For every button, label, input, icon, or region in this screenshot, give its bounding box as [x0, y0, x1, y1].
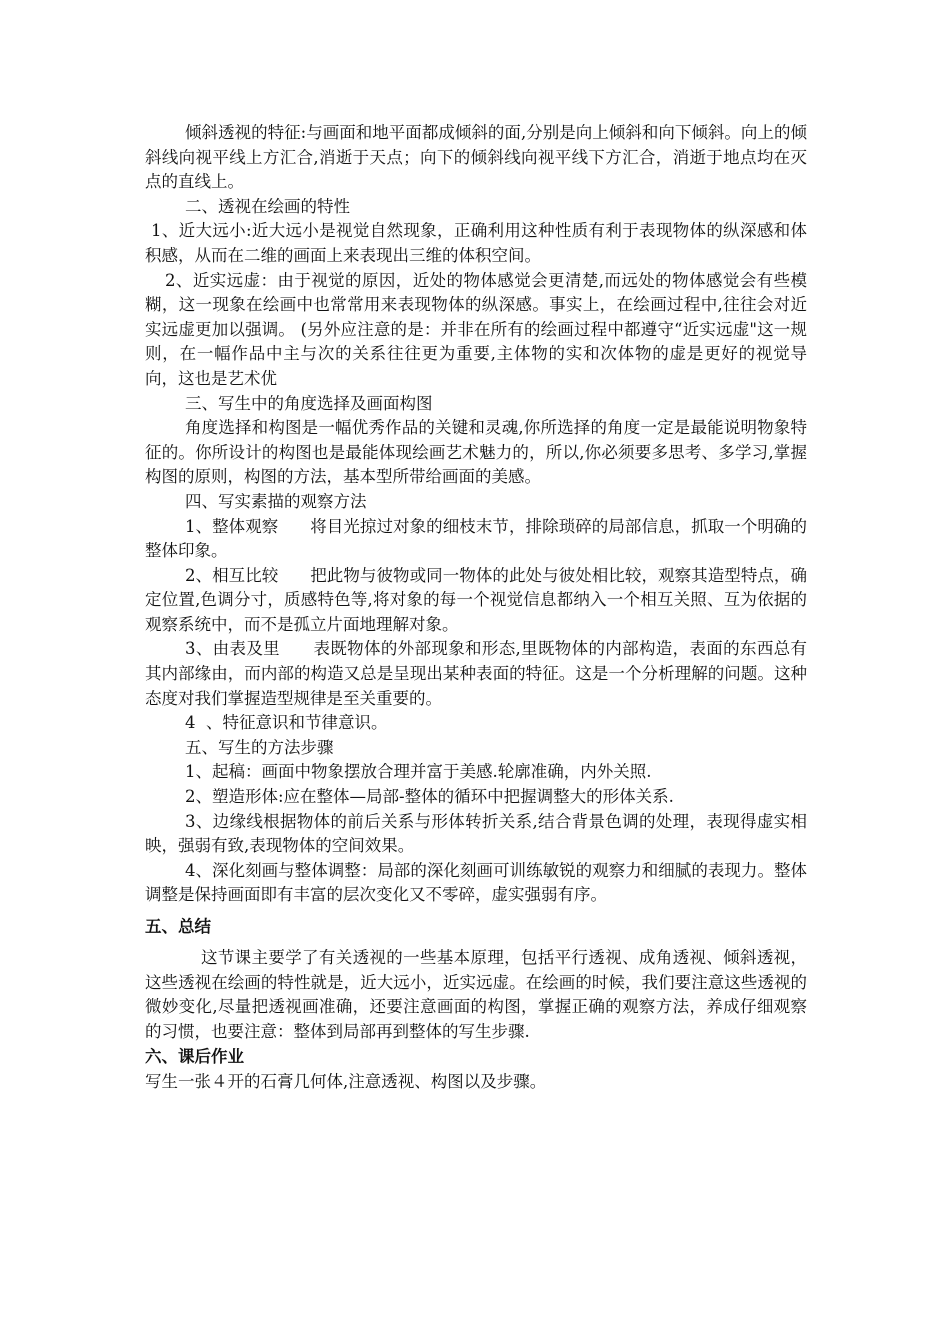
section-title-summary: 五、总结 [145, 917, 211, 936]
paragraph-mutual-comparison: 2、相互比较 把此物与彼物或同一物体的此处与彼处相比较，观察其造型特点，确定位置,色调分寸，质感特色等,将对象的每一个视觉信息都纳入一个相互关照、互为依据的观察系统中，而不是孤立片面地理解对象。 [145, 565, 807, 634]
paragraph-summary: 这节课主要学了有关透视的一些基本原理，包括平行透视、成角透视、倾斜透视，这些透视在绘画的特性就是，近大远小，近实远虚。在绘画的时候，我们要注意这些透视的微妙变化,尽量把透视画准确，还要注意画面的构图，掌握正确的观察方法，养成仔细观察的习惯，也要注意：整体到局部再到整体的写生步骤. [145, 948, 807, 1041]
heading-sketching-steps: 五、写生的方法步骤 [185, 737, 334, 757]
document-page [145, 121, 807, 1095]
paragraph-oblique-perspective: 倾斜透视的特征:与画面和地平面都成倾斜的面,分别是向上倾斜和向下倾斜。向上的倾斜线向视平线上方汇合,消逝于天点；向下的倾斜线向视平线下方汇合，消逝于地点均在灭点的直线上。 [145, 123, 807, 192]
paragraph-step-shaping: 2、塑造形体:应在整体—局部-整体的循环中把握调整大的形体关系. [185, 787, 674, 807]
heading-angle-and-composition: 三、写生中的角度选择及画面构图 [185, 393, 433, 413]
heading-observation-methods: 四、写实素描的观察方法 [185, 491, 367, 511]
paragraph-step-refine: 4、深化刻画与整体调整：局部的深化刻画可训练敏锐的观察力和细腻的表现力。整体调整是保持画面即有丰富的层次变化又不零碎，虚实强弱有序。 [145, 860, 807, 905]
paragraph-feature-awareness: 4 、特征意识和节律意识。 [185, 713, 388, 733]
section-title-homework: 六、课后作业 [145, 1047, 244, 1067]
paragraph-near-solid-far-vague: 2、近实远虚：由于视觉的原因，近处的物体感觉会更清楚,而远处的物体感觉会有些模糊，这一现象在绘画中也常常用来表现物体的纵深感。事实上，在绘画过程中,往往会对近实远虚更加以强调。 (另外应注意的是：并非在所有的绘画过程中都遵守“近实远虚"这一规则，在一幅作品中主与次的关系往往更为重要,主体物的实和次体物的虚是更好的视觉导向，这也是艺术优 [145, 270, 807, 388]
paragraph-step-draft: 1、起稿：画面中物象摆放合理并富于美感.轮廓准确，内外关照. [185, 762, 652, 782]
paragraph-overall-observation: 1、整体观察 将目光掠过对象的细枝末节，排除琐碎的局部信息，抓取一个明确的整体印象。 [145, 516, 807, 561]
paragraph-surface-to-inside: 3、由表及里 表既物体的外部现象和形态,里既物体的内部构造，表面的东西总有其内部缘由，而内部的构造又总是呈现出某种表面的特征。这是一个分析理解的问题。这种态度对我们掌握造型规律是至关重要的。 [145, 639, 807, 708]
paragraph-homework: 写生一张４开的石膏几何体,注意透视、构图以及步骤。 [145, 1072, 547, 1092]
heading-perspective-in-painting: 二、透视在绘画的特性 [185, 196, 350, 216]
paragraph-angle-and-composition: 角度选择和构图是一幅优秀作品的关键和灵魂,你所选择的角度一定是最能说明物象特征的。你所设计的构图也是最能体现绘画艺术魅力的，所以,你必须要多思考、多学习,掌握构图的原则，构图的方法，基本型所带给画面的美感。 [145, 418, 807, 487]
paragraph-near-large-far-small: 1、近大远小:近大远小是视觉自然现象，正确利用这种性质有利于表现物体的纵深感和体积感，从而在二维的画面上来表现出三维的体积空间。 [145, 221, 807, 265]
paragraph-step-edges: 3、边缘线根据物体的前后关系与形体转折关系,结合背景色调的处理，表现得虚实相映，强弱有致,表现物体的空间效果。 [145, 811, 807, 856]
